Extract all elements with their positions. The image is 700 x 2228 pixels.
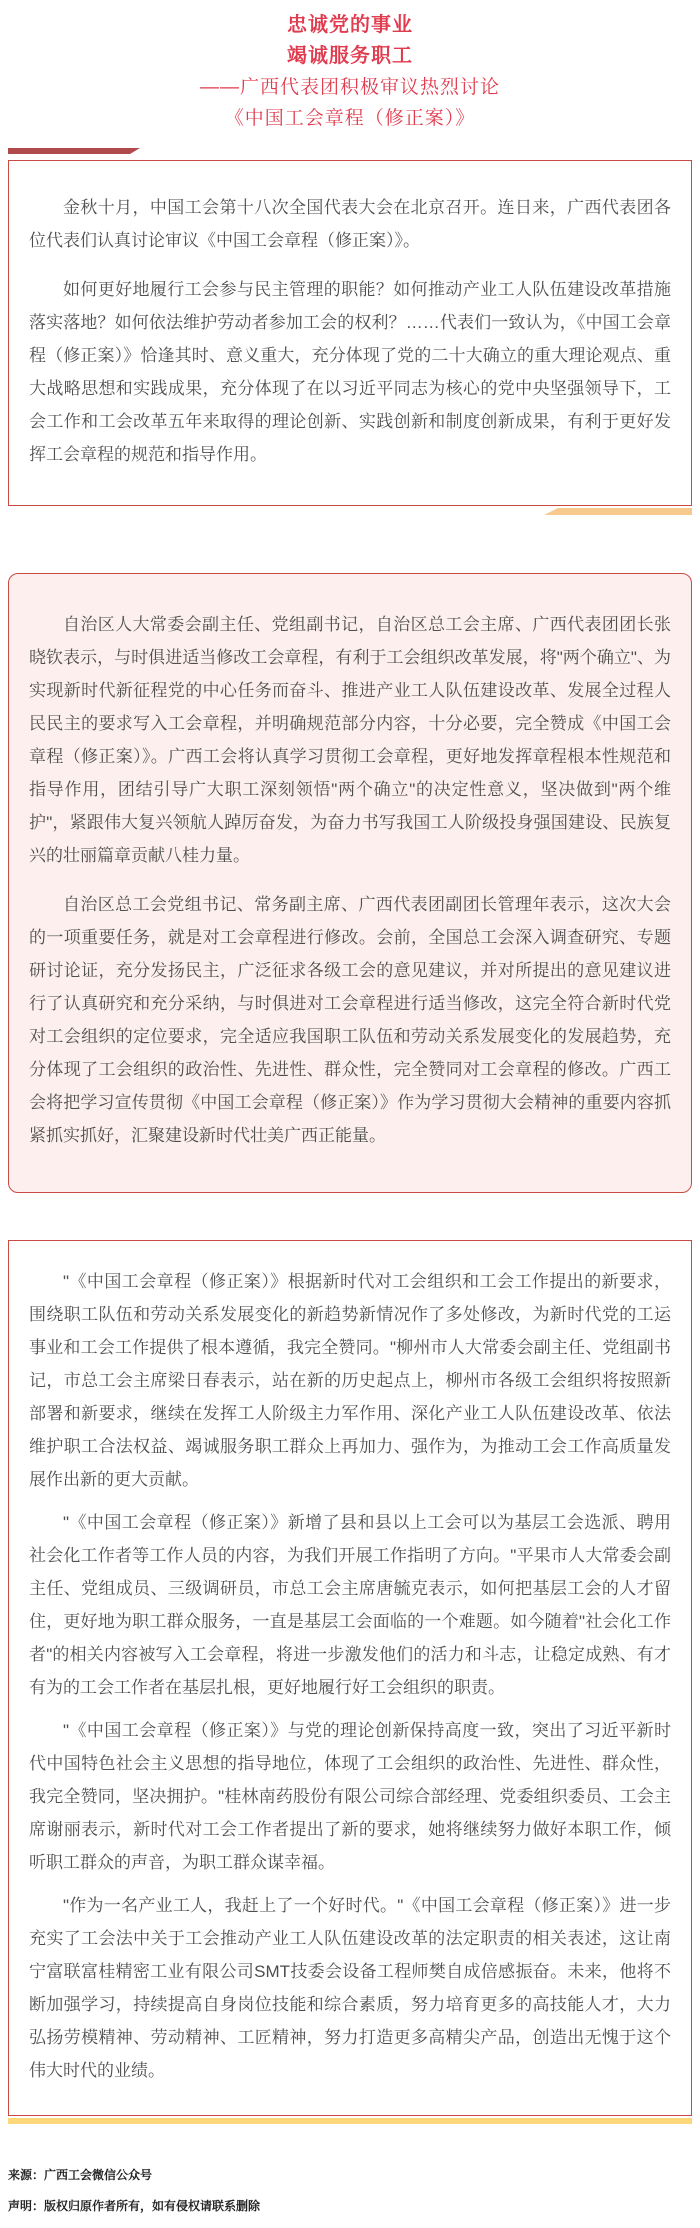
title-line-2: 竭诚服务职工 — [287, 45, 413, 67]
spacer — [0, 515, 700, 573]
article-header — [0, 10, 700, 134]
paragraph: 自治区总工会党组书记、常务副主席、广西代表团副团长管理年表示，这次大会的一项重要任务，就是对工会章程进行修改。会前，全国总工会深入调查研究、专题研讨论证，充分发扬民主，广泛征求各级工会的意见建议，并对所提出的意见建议进行了认真研究和充分采纳，与时俱进对工会章程进行适当修改，这完全符合新时代党对工会组织的定位要求，完全适应我国职工队伍和劳动关系发展变化的发展趋势，充分体现了工会组织的政治性、先进性、群众性，完全赞同对工会章程的修改。广西工会将把学习宣传贯彻《中国工会章程（修正案）》作为学习贯彻大会精神的重要内容抓紧抓实抓好，汇聚建设新时代壮美广西正能量。 — [29, 895, 671, 1145]
footer-statement: 声明：版权归原作者所有，如有侵权请联系删除 — [8, 2199, 261, 2213]
paragraph: 如何更好地履行工会参与民主管理的职能？如何推动产业工人队伍建设改革措施落实落地？如何依法维护劳动者参加工会的权利？……代表们一致认为，《中国工会章程（修正案）》恰逢其时、意义重大，充分体现了党的二十大确立的重大理论观点、重大战略思想和实践成果，充分体现了在以习近平同志为核心的党中央坚强领导下，工会工作和工会改革五年来取得的理论创新、实践创新和制度创新成果，有利于更好发挥工会章程的规范和指导作用。 — [29, 280, 671, 464]
subtitle-line-2: 《中国工会章程（修正案）》 — [224, 108, 476, 129]
paragraph: "《中国工会章程（修正案）》根据新时代对工会组织和工会工作提出的新要求，围绕职工队伍和劳动关系发展变化的新趋势新情况作了多处修改，为新时代党的工运事业和工会工作提供了根本遵循，我完全赞同。"柳州市人大常委会副主任、党组副书记，市总工会主席梁日春表示，站在新的历史起点上，柳州市各级工会组织将按照新部署和新要求，继续在发挥工人阶级主力军作用、深化产业工人队伍建设改革、依法维护职工合法权益、竭诚服务职工群众上再加力、强作为，为推动工会工作高质量发展作出新的更大贡献。 — [29, 1272, 671, 1489]
spacer — [0, 1193, 700, 1240]
subtitle-line-1: ——广西代表团积极审议热烈讨论 — [199, 77, 500, 98]
title-line-1: 忠诚党的事业 — [287, 14, 413, 36]
spacer — [0, 2124, 700, 2166]
delegates-quote-box — [8, 1240, 692, 2116]
paragraph: "《中国工会章程（修正案）》新增了县和县以上工会可以为基层工会选派、聘用社会化工作者等工作人员的内容，为我们开展工作指明了方向。"平果市人大常委会副主任、党组成员、三级调研员，市总工会主席唐毓克表示，如何把基层工会的人才留住，更好地为职工群众服务，一直是基层工会面临的一个难题。如今随着"社会化工作者"的相关内容被写入工会章程，将进一步激发他们的活力和斗志，让稳定成熟、有才有为的工会工作者在基层扎根，更好地履行好工会组织的职责。 — [29, 1513, 671, 1697]
paragraph: 金秋十月，中国工会第十八次全国代表大会在北京召开。连日来，广西代表团各位代表们认真讨论审议《中国工会章程（修正案）》。 — [29, 198, 671, 250]
paragraph: 自治区人大常委会副主任、党组副书记，自治区总工会主席、广西代表团团长张晓钦表示，与时俱进适当修改工会章程，有利于工会组织改革发展，将"两个确立"、为实现新时代新征程党的中心任务而奋斗、推进产业工人队伍建设改革、发展全过程人民民主的要求写入工会章程，并明确规范部分内容，十分必要，完全赞成《中国工会章程（修正案）》。广西工会将认真学习贯彻工会章程，更好地发挥章程根本性规范和指导作用，团结引导广大职工深刻领悟"两个确立"的决定性意义，坚决做到"两个维护"，紧跟伟大复兴领航人踔厉奋发，为奋力书写我国工人阶级投身强国建设、民族复兴的壮丽篇章贡献八桂力量。 — [29, 615, 671, 865]
red-divider-bar — [8, 148, 140, 154]
orange-accent-bar — [544, 508, 692, 515]
footer-source: 来源：广西工会微信公众号 — [8, 2168, 153, 2182]
paragraph: "《中国工会章程（修正案）》与党的理论创新保持高度一致，突出了习近平新时代中国特色社会主义思想的指导地位，体现了工会组织的政治性、先进性、群众性，我完全赞同，坚决拥护。"桂林南药股份有限公司综合部经理、党委组织委员、工会主席谢丽表示，新时代对工会工作者提出了新的要求，她将继续努力做好本职工作，倾听职工群众的声音，为职工群众谋幸福。 — [29, 1721, 671, 1872]
intro-box — [8, 160, 692, 506]
leaders-quote-box — [8, 573, 692, 1193]
paragraph: "作为一名产业工人，我赶上了一个好时代。"《中国工会章程（修正案）》进一步充实了工会法中关于工会推动产业工人队伍建设改革的法定职责的相关表述，这让南宁富联富桂精密工业有限公司SMT技委会设备工程师樊自成倍感振奋。未来，他将不断加强学习，持续提高自身岗位技能和综合素质，努力培育更多的高技能人才，大力弘扬劳模精神、劳动精神、工匠精神，努力打造更多高精尖产品，创造出无愧于这个伟大时代的业绩。 — [29, 1896, 671, 2080]
article-footer — [8, 2166, 692, 2214]
